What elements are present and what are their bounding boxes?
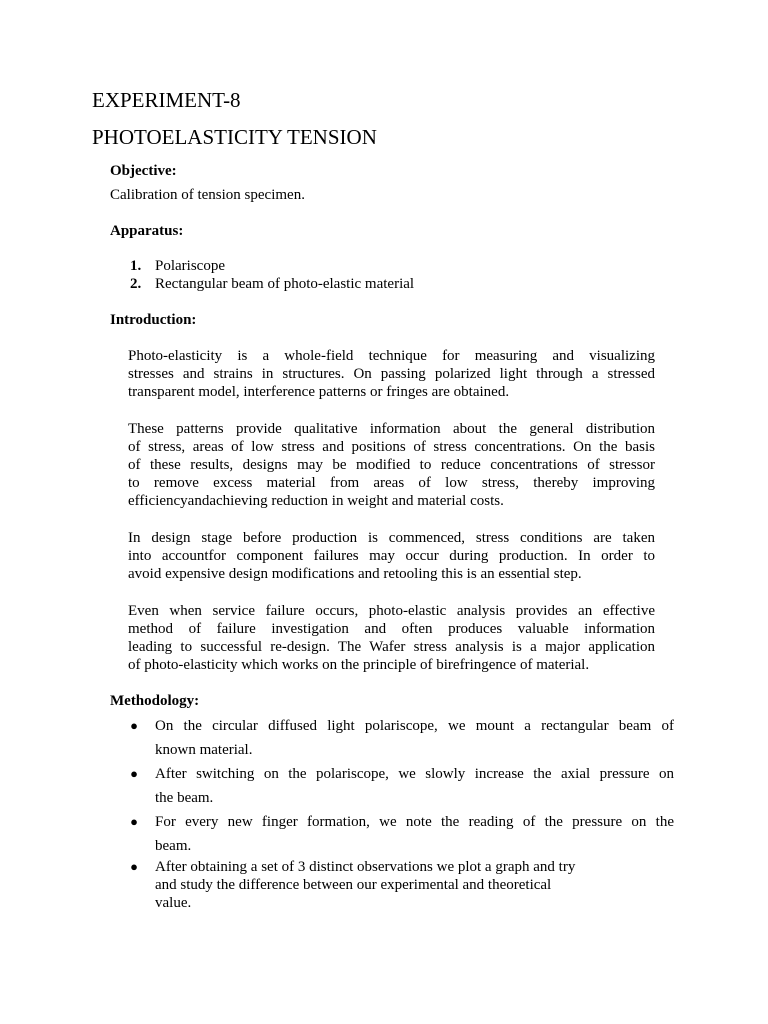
apparatus-list <box>130 257 414 293</box>
objective-heading: Objective: <box>110 163 177 179</box>
paragraph-line: Even when service failure occurs, photo-elastic analysis provides an effective <box>128 603 655 619</box>
list-item <box>128 858 674 912</box>
list-item-line: and study the difference between our experimental and theoretical <box>155 877 552 893</box>
methodology-heading: Methodology: <box>110 693 200 709</box>
list-item <box>128 810 674 858</box>
list-item-text: Rectangular beam of photo-elastic material <box>155 276 415 292</box>
paragraph-line: to remove excess material from areas of low stress, thereby improving <box>128 475 655 491</box>
list-item-number: 2. <box>130 276 142 292</box>
list-item-line: beam. <box>155 838 192 854</box>
introduction-heading: Introduction: <box>110 312 197 328</box>
list-item-line: After obtaining a set of 3 distinct observations we plot a graph and try <box>155 859 576 875</box>
paragraph-line: leading to successful re-design. The Wafer stress analysis is a major application <box>128 639 655 655</box>
paragraph-line: Photo-elasticity is a whole-field technique for measuring and visualizing <box>128 348 655 364</box>
list-item-line: the beam. <box>155 790 214 806</box>
list-item <box>130 275 414 293</box>
apparatus-heading: Apparatus: <box>110 223 184 239</box>
list-item-number: 1. <box>130 258 142 274</box>
introduction-paragraph <box>128 602 655 674</box>
list-item <box>128 762 674 810</box>
objective-text: Calibration of tension specimen. <box>110 187 305 203</box>
paragraph-line: stresses and strains in structures. On passing polarized light through a stressed <box>128 366 655 382</box>
bullet-icon: ● <box>130 814 138 829</box>
bullet-icon: ● <box>130 766 138 781</box>
list-item-text: Polariscope <box>155 258 225 274</box>
list-item-line: known material. <box>155 742 253 758</box>
paragraph-line: efficiencyandachieving reduction in weight and material costs. <box>128 493 504 509</box>
list-item-line: For every new finger formation, we note the reading of the pressure on the <box>155 814 674 830</box>
experiment-title: EXPERIMENT-8 <box>92 88 241 112</box>
methodology-list <box>128 714 674 912</box>
bullet-icon: ● <box>130 859 138 874</box>
list-item <box>128 714 674 762</box>
paragraph-line: In design stage before production is commenced, stress conditions are taken <box>128 530 655 546</box>
introduction-paragraph <box>128 420 655 510</box>
paragraph-line: transparent model, interference patterns or fringes are obtained. <box>128 384 510 400</box>
list-item-line: On the circular diffused light polariscope, we mount a rectangular beam of <box>155 718 674 734</box>
paragraph-line: of these results, designs may be modified to reduce concentrations of stressor <box>128 457 655 473</box>
list-item-line: After switching on the polariscope, we slowly increase the axial pressure on <box>155 766 674 782</box>
paragraph-line: method of failure investigation and often produces valuable information <box>128 621 655 637</box>
introduction-paragraph <box>128 529 655 583</box>
paragraph-line: of photo-elasticity which works on the principle of birefringence of material. <box>128 657 590 673</box>
paragraph-line: These patterns provide qualitative information about the general distribution <box>128 421 655 437</box>
paragraph-line: into accountfor component failures may occur during production. In order to <box>128 548 655 564</box>
paragraph-line: avoid expensive design modifications and retooling this is an essential step. <box>128 566 582 582</box>
paragraph-line: of stress, areas of low stress and positions of stress concentrations. On the basis <box>128 439 655 455</box>
bullet-icon: ● <box>130 718 138 733</box>
list-item <box>130 257 414 275</box>
page-title: PHOTOELASTICITY TENSION <box>92 125 377 149</box>
introduction-paragraph <box>128 347 655 401</box>
list-item-line: value. <box>155 895 192 911</box>
